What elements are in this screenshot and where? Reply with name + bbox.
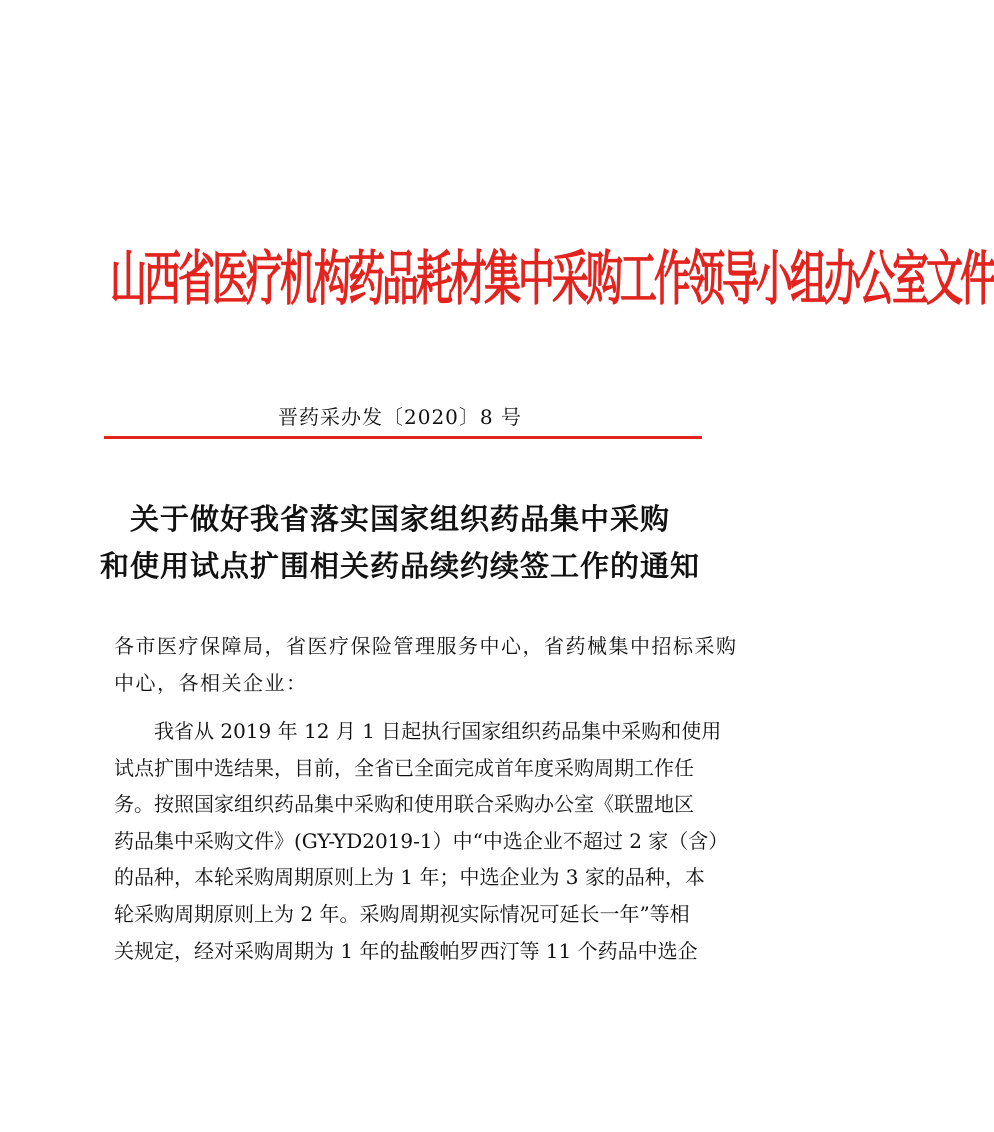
body-line: 关规定，经对采购周期为 1 年的盐酸帕罗西汀等 11 个药品中选企 [114,938,698,963]
notice-title [0,496,800,590]
body-line: 轮采购周期原则上为 2 年。采购周期视实际情况可延长一年”等相 [114,901,690,926]
salutation-line: 中心，各相关企业： [114,671,308,695]
salutation [114,628,738,702]
document-number: 晋药采办发〔2020〕8 号 [278,405,522,429]
salutation-line: 各市医疗保障局，省医疗保险管理服务中心，省药械集中招标采购 [114,634,738,658]
body-line: 药品集中采购文件》(GY-YD2019-1）中“中选企业不超过 2 家（含） [114,828,729,853]
issuing-office-header: 山西省医疗机构药品耗材集中采购工作领导小组办公室文件 [110,242,994,314]
body-line: 务。按照国家组织药品集中采购和使用联合采购办公室《联盟地区 [114,792,694,817]
red-divider-line [104,436,702,439]
notice-title-line: 和使用试点扩围相关药品续约续签工作的通知 [99,549,700,583]
body-paragraph [114,713,729,969]
notice-title-line: 关于做好我省落实国家组织药品集中采购 [129,502,670,536]
body-line: 试点扩围中选结果，目前，全省已全面完成首年度采购周期工作任 [114,755,694,780]
body-line: 我省从 2019 年 12 月 1 日起执行国家组织药品集中采购和使用 [154,719,722,743]
body-line: 的品种，本轮采购周期原则上为 1 年；中选企业为 3 家的品种，本 [114,865,705,890]
